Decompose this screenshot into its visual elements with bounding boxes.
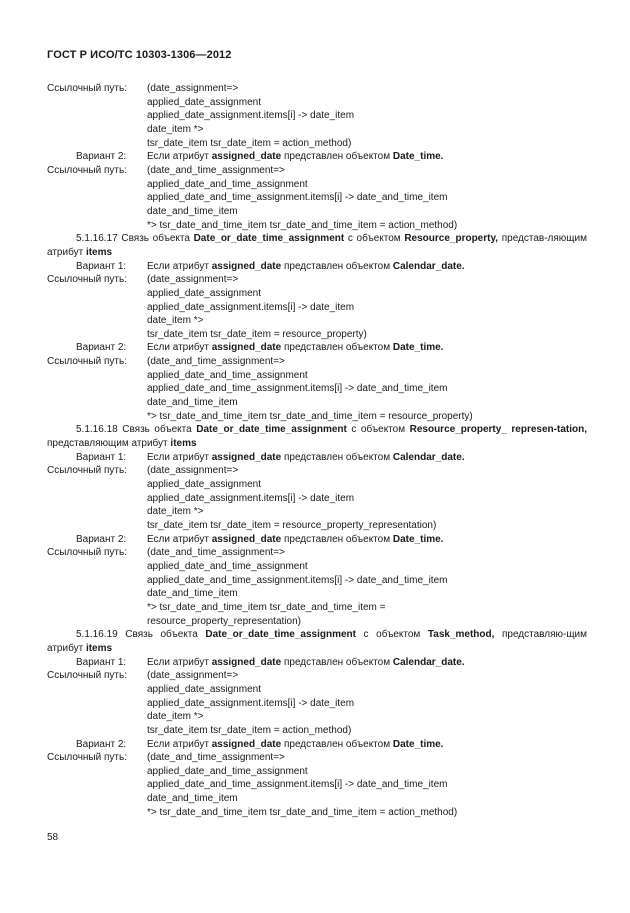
path-line: tsr_date_item tsr_date_item = action_method) (147, 137, 352, 149)
path-line: (date_assignment=> (147, 83, 239, 94)
path-line: date_and_time_item (147, 397, 238, 409)
text: представлен объектом (281, 260, 393, 272)
text: представляющим атрибут (47, 438, 171, 450)
variant-2-text (147, 150, 587, 164)
path-line: applied_date_assignment (147, 683, 261, 695)
path-line: *> tsr_date_and_time_item tsr_date_and_time_item = action_method) (147, 219, 458, 231)
reference-path-label: Ссылочный путь: (47, 670, 127, 682)
path-line: tsr_date_item tsr_date_item = resource_property) (147, 328, 367, 340)
variant-2-text (147, 341, 587, 355)
section-heading-5-1-16-17 (47, 232, 587, 259)
text: с объектом (346, 424, 410, 436)
bold-term: Date_time. (392, 342, 444, 354)
path-line: applied_date_and_time_assignment (147, 369, 308, 381)
text: Если атрибут (147, 533, 212, 545)
bold-term: Date_or_date_time_assignment (193, 233, 345, 245)
text: 5.1.16.17 Связь объекта (76, 233, 194, 245)
bold-term: assigned_date (211, 738, 282, 750)
text: 5.1.16.19 Связь объекта (76, 629, 206, 641)
reference-path-lines (147, 164, 587, 232)
text: с объектом (355, 629, 428, 641)
bold-term: Task_method, (427, 629, 495, 641)
reference-path-lines (147, 355, 587, 423)
text: представлен объектом (281, 533, 393, 545)
reference-path-lines (147, 751, 587, 819)
text: Если атрибут (147, 260, 212, 272)
reference-path-block (47, 464, 587, 532)
reference-path-label: Ссылочный путь: (47, 83, 127, 94)
reference-path-lines (147, 464, 587, 532)
text: с объектом (344, 233, 405, 245)
path-line: (date_and_time_assignment=> (147, 356, 285, 368)
variant-1-row (47, 260, 587, 274)
reference-path-block (47, 82, 587, 150)
path-line: applied_date_assignment (147, 479, 261, 491)
variant-2-label: Вариант 2: (76, 533, 127, 545)
path-line: applied_date_assignment.items[i] -> date_item (147, 697, 355, 709)
variant-2-text (147, 738, 587, 752)
text: Если атрибут (147, 738, 212, 750)
bold-term: items (85, 642, 113, 654)
path-line: date_item *> (147, 711, 204, 723)
path-line: *> tsr_date_and_time_item tsr_date_and_time_item = (147, 601, 386, 613)
path-line: applied_date_assignment (147, 96, 261, 108)
path-line: (date_and_time_assignment=> (147, 547, 285, 559)
bold-term: Calendar_date. (392, 260, 465, 272)
path-line: applied_date_and_time_assignment.items[i] -> date_and_time_item (147, 383, 448, 395)
bold-term: assigned_date (211, 533, 282, 545)
reference-path-block (47, 355, 587, 423)
section-heading-5-1-16-18 (47, 423, 587, 450)
reference-path-lines (147, 669, 587, 737)
path-line: date_item *> (147, 506, 204, 518)
path-line: tsr_date_item tsr_date_item = action_method) (147, 724, 352, 736)
path-line: (date_assignment=> (147, 670, 239, 682)
text: представлен объектом (281, 738, 393, 750)
path-line: (date_and_time_assignment=> (147, 164, 285, 176)
document-body (47, 82, 587, 819)
variant-1-label: Вариант 1: (76, 451, 127, 463)
path-line: applied_date_assignment.items[i] -> date_item (147, 492, 355, 504)
bold-term: Resource_property, (404, 233, 499, 245)
path-line: (date_and_time_assignment=> (147, 752, 285, 764)
bold-term: assigned_date (211, 451, 282, 463)
variant-2-label: Вариант 2: (76, 342, 127, 354)
path-line: applied_date_assignment.items[i] -> date_item (147, 301, 355, 313)
variant-2-row (47, 738, 587, 752)
reference-path-label: Ссылочный путь: (47, 547, 127, 559)
variant-2-label: Вариант 2: (76, 738, 127, 750)
path-line: applied_date_assignment.items[i] -> date_item (147, 110, 355, 122)
document-header: ГОСТ Р ИСО/ТС 10303-1306—2012 (47, 49, 232, 61)
variant-1-label: Вариант 1: (76, 260, 127, 272)
variant-2-row (47, 150, 587, 164)
text: Если атрибут (147, 656, 212, 668)
variant-1-row (47, 656, 587, 670)
bold-term: Date_or_date_time_assignment (196, 424, 347, 436)
section-heading-5-1-16-19 (47, 628, 587, 655)
path-line: applied_date_and_time_assignment (147, 178, 308, 190)
variant-1-text (147, 656, 587, 670)
path-line: date_and_time_item (147, 793, 238, 805)
path-line: applied_date_and_time_assignment.items[i] -> date_and_time_item (147, 574, 448, 586)
bold-term: assigned_date (211, 151, 282, 163)
path-line: date_item *> (147, 315, 204, 327)
bold-term: items (170, 438, 197, 450)
page-number: 58 (47, 832, 59, 843)
text: представлен объектом (281, 451, 393, 463)
path-line: applied_date_and_time_assignment (147, 560, 308, 572)
bold-term: assigned_date (211, 260, 282, 272)
bold-term: Resource_property_ represen-tation, (409, 424, 587, 436)
path-line: date_and_time_item (147, 205, 238, 217)
reference-path-block (47, 164, 587, 232)
path-line: applied_date_and_time_assignment.items[i] -> date_and_time_item (147, 779, 448, 791)
path-line: *> tsr_date_and_time_item tsr_date_and_time_item = action_method) (147, 806, 458, 818)
reference-path-lines (147, 546, 587, 628)
variant-2-label: Вариант 2: (76, 151, 127, 163)
variant-1-text (147, 260, 587, 274)
text: представлен объектом (281, 342, 393, 354)
text: Если атрибут (147, 451, 212, 463)
variant-1-row (47, 451, 587, 465)
bold-term: items (85, 246, 113, 258)
reference-path-lines (147, 82, 587, 150)
bold-term: Calendar_date. (392, 451, 465, 463)
bold-term: Date_time. (392, 533, 444, 545)
text: представ-ляющим атрибут (47, 233, 587, 258)
reference-path-block (47, 273, 587, 341)
path-line: (date_assignment=> (147, 274, 239, 286)
reference-path-label: Ссылочный путь: (47, 752, 127, 764)
path-line: applied_date_and_time_assignment.items[i] -> date_and_time_item (147, 192, 448, 204)
bold-term: assigned_date (211, 342, 282, 354)
path-line: *> tsr_date_and_time_item tsr_date_and_time_item = resource_property) (147, 410, 473, 422)
path-line: date_and_time_item (147, 588, 238, 600)
text: представлен объектом (281, 656, 393, 668)
variant-2-row (47, 533, 587, 547)
path-line: resource_property_representation) (147, 615, 301, 627)
reference-path-block (47, 546, 587, 628)
variant-2-row (47, 341, 587, 355)
reference-path-label: Ссылочный путь: (47, 356, 127, 368)
text: Если атрибут (147, 342, 212, 354)
path-line: (date_assignment=> (147, 465, 239, 477)
text: представлен объектом (281, 151, 393, 163)
bold-term: Date_time. (392, 738, 444, 750)
bold-term: Date_or_date_time_assignment (205, 629, 356, 641)
path-line: date_item *> (147, 123, 204, 135)
path-line: applied_date_and_time_assignment (147, 765, 308, 777)
path-line: applied_date_assignment (147, 287, 261, 299)
reference-path-block (47, 751, 587, 819)
bold-term: Date_time. (392, 151, 444, 163)
reference-path-label: Ссылочный путь: (47, 465, 127, 477)
text: Если атрибут (147, 151, 212, 163)
bold-term: Calendar_date. (392, 656, 465, 668)
path-line: tsr_date_item tsr_date_item = resource_property_representation) (147, 520, 437, 531)
variant-1-text (147, 451, 587, 465)
variant-1-label: Вариант 1: (76, 656, 127, 668)
reference-path-lines (147, 273, 587, 341)
reference-path-label: Ссылочный путь: (47, 164, 127, 176)
bold-term: assigned_date (211, 656, 282, 668)
reference-path-label: Ссылочный путь: (47, 274, 127, 286)
text: 5.1.16.18 Связь объекта (76, 424, 197, 436)
reference-path-block (47, 669, 587, 737)
variant-2-text (147, 533, 587, 547)
text: представляю-щим атрибут (47, 629, 588, 654)
